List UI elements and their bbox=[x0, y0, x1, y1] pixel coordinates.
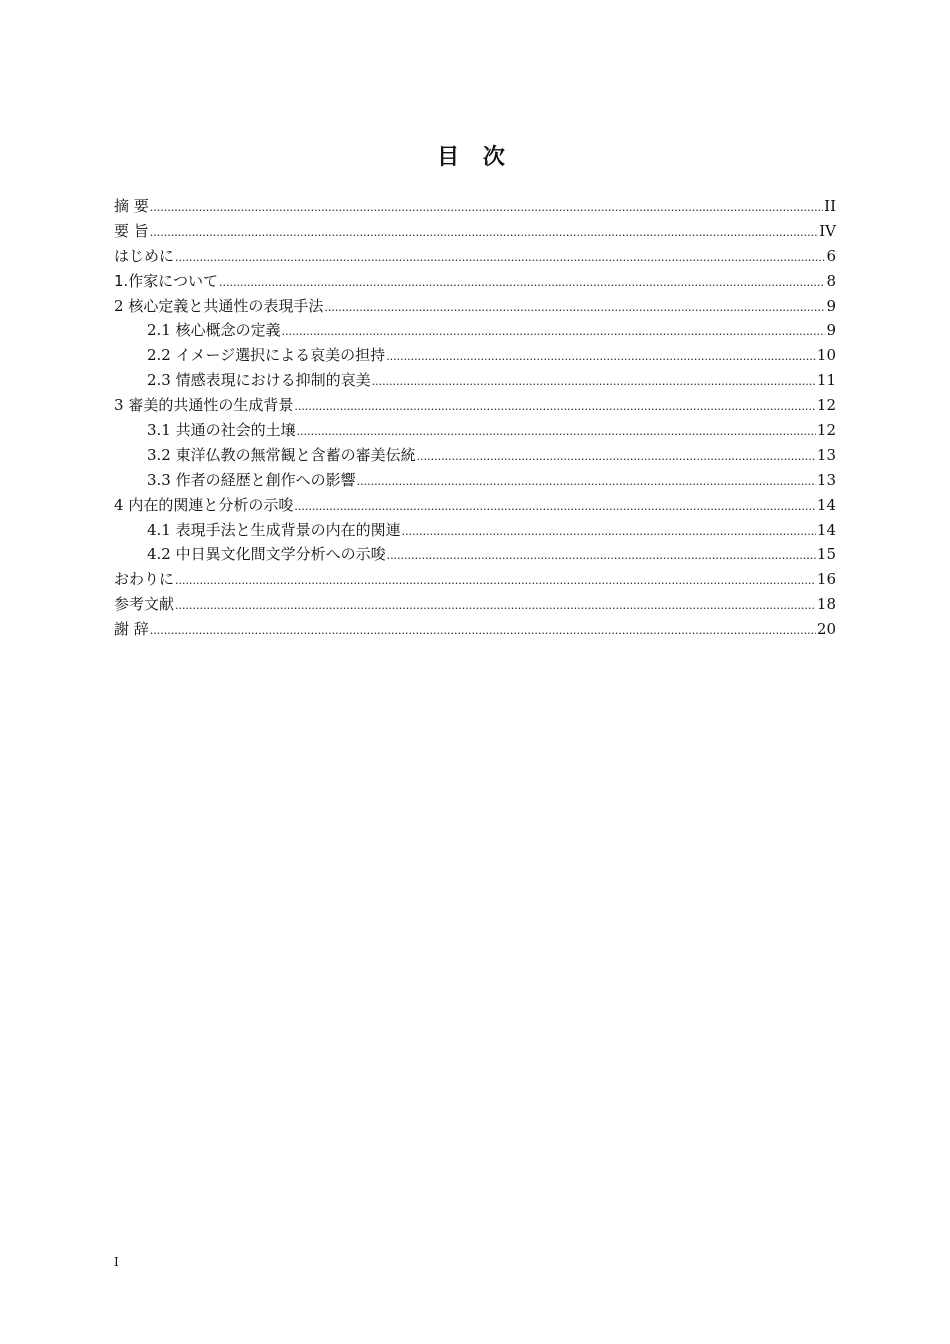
toc-subentry[interactable] bbox=[114, 519, 836, 544]
toc-entry-page: 10 bbox=[816, 346, 836, 365]
toc-entry-number: 3.3 bbox=[147, 470, 176, 489]
toc-entry-page: 11 bbox=[816, 371, 836, 390]
toc-entry-label: 審美的共通性の生成背景 bbox=[128, 396, 294, 415]
toc-subentry[interactable] bbox=[114, 444, 836, 469]
toc-subentry[interactable] bbox=[114, 543, 836, 568]
toc-entry-page: 8 bbox=[826, 271, 836, 290]
toc-entry-label: 謝 辞 bbox=[114, 620, 149, 639]
toc-entry[interactable] bbox=[114, 220, 836, 245]
dot-leader bbox=[294, 496, 816, 518]
dot-leader bbox=[297, 421, 816, 443]
toc-entry-label: 東洋仏教の無常観と含蓄の審美伝統 bbox=[175, 445, 416, 464]
toc-entry-number: 3.2 bbox=[147, 445, 176, 464]
toc-entry-page: 12 bbox=[816, 421, 836, 440]
dot-leader bbox=[175, 247, 825, 269]
dot-leader bbox=[402, 521, 816, 543]
toc-entry-label: 摘 要 bbox=[114, 197, 149, 215]
toc-entry-page: 15 bbox=[816, 545, 836, 564]
toc-entry[interactable] bbox=[114, 394, 836, 419]
dot-leader bbox=[417, 446, 816, 468]
toc-entry-label: 内在的関連と分析の示唆 bbox=[128, 495, 294, 514]
dot-leader bbox=[219, 272, 825, 294]
toc-entry-label: 中日異文化間文学分析への示唆 bbox=[175, 545, 386, 564]
dot-leader bbox=[150, 620, 816, 642]
toc-entry[interactable] bbox=[114, 618, 836, 643]
toc-subentry[interactable] bbox=[114, 344, 836, 369]
toc-entry-label: 共通の社会的土壌 bbox=[175, 421, 296, 440]
dot-leader bbox=[357, 471, 816, 493]
toc-entry-label: はじめに bbox=[114, 246, 175, 265]
toc-entry-label: 核心定義と共通性の表現手法 bbox=[128, 296, 324, 315]
toc-entry-page: 20 bbox=[816, 620, 836, 639]
toc-entry-number: 2.1 bbox=[147, 321, 176, 340]
dot-leader bbox=[386, 346, 816, 368]
page-title: 目 次 bbox=[437, 144, 513, 170]
toc-entry-number: 2.2 bbox=[147, 346, 176, 365]
toc-entry-page: 16 bbox=[816, 570, 836, 589]
toc-entry-label: 参考文献 bbox=[114, 595, 175, 614]
toc-entry-page: 12 bbox=[816, 396, 836, 415]
toc-subentry[interactable] bbox=[114, 319, 836, 344]
dot-leader bbox=[175, 595, 816, 617]
toc-entry-page: 9 bbox=[826, 321, 836, 340]
toc-entry-number: 4.2 bbox=[147, 545, 176, 564]
toc-entry[interactable] bbox=[114, 568, 836, 593]
page-number: I bbox=[114, 1255, 119, 1269]
toc-entry[interactable] bbox=[114, 245, 836, 270]
toc-entry-label: 作者の経歴と創作への影響 bbox=[175, 470, 356, 489]
toc-entry-label: 1.作家について bbox=[114, 271, 219, 290]
dot-leader bbox=[372, 371, 816, 393]
toc-entry-page: 9 bbox=[826, 296, 836, 315]
toc-entry[interactable] bbox=[114, 195, 836, 220]
toc-entry-number: 4.1 bbox=[147, 520, 176, 539]
toc-entry-number: 3 bbox=[114, 396, 129, 415]
toc-entry-page: IV bbox=[819, 221, 836, 240]
table-of-contents bbox=[114, 195, 836, 643]
toc-entry-page: 6 bbox=[826, 246, 836, 265]
toc-entry-number: 4 bbox=[114, 495, 129, 514]
toc-subentry[interactable] bbox=[114, 419, 836, 444]
dot-leader bbox=[175, 570, 816, 592]
toc-entry-label: イメージ選択による哀美の担持 bbox=[175, 346, 386, 365]
toc-entry-label: 情感表現における抑制的哀美 bbox=[175, 371, 371, 390]
toc-entry-number: 2 bbox=[114, 296, 129, 315]
toc-entry-page: 13 bbox=[816, 470, 836, 489]
toc-entry-page: 18 bbox=[816, 595, 836, 614]
toc-entry[interactable] bbox=[114, 494, 836, 519]
dot-leader bbox=[324, 297, 825, 319]
toc-entry-page: 13 bbox=[816, 445, 836, 464]
toc-entry[interactable] bbox=[114, 295, 836, 320]
dot-leader bbox=[282, 321, 826, 343]
dot-leader bbox=[387, 545, 816, 567]
toc-entry-page: 14 bbox=[816, 520, 836, 539]
toc-entry-page: II bbox=[824, 197, 836, 215]
toc-subentry[interactable] bbox=[114, 469, 836, 494]
dot-leader bbox=[150, 197, 823, 219]
toc-entry-page: 14 bbox=[816, 495, 836, 514]
toc-entry-label: 核心概念の定義 bbox=[175, 321, 281, 340]
toc-entry[interactable] bbox=[114, 270, 836, 295]
toc-entry-number: 3.1 bbox=[147, 421, 176, 440]
toc-entry-label: おわりに bbox=[114, 570, 175, 589]
toc-subentry[interactable] bbox=[114, 369, 836, 394]
dot-leader bbox=[150, 222, 818, 244]
toc-entry-number: 2.3 bbox=[147, 371, 176, 390]
dot-leader bbox=[294, 396, 816, 418]
toc-entry-label: 要 旨 bbox=[114, 221, 149, 240]
toc-entry-label: 表現手法と生成背景の内在的関連 bbox=[175, 520, 401, 539]
toc-entry[interactable] bbox=[114, 593, 836, 618]
